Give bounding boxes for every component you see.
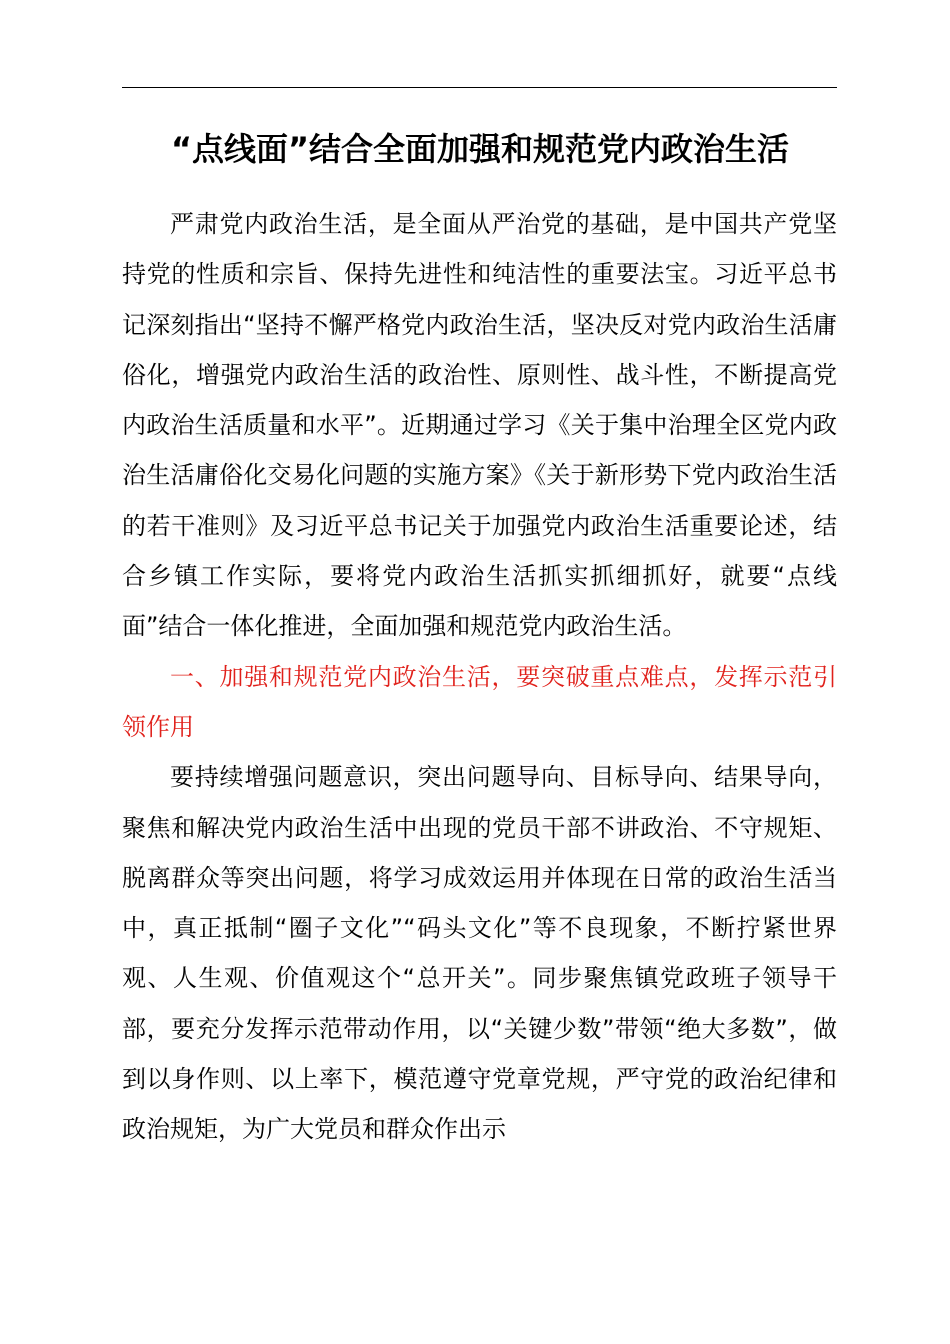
intro-paragraph: 严肃党内政治生活，是全面从严治党的基础，是中国共产党坚持党的性质和宗旨、保持先进性和纯洁性的重要法宝。习近平总书记深刻指出“坚持不懈严格党内政治生活，坚决反对党内政治生活庸俗化，增强党内政治生活的政治性、原则性、战斗性，不断提高党内政治生活质量和水平”。近期通过学习《关于集中治理全区党内政治生活庸俗化交易化问题的实施方案》《关于新形势下党内政治生活的若干准则》及习近平总书记关于加强党内政治生活重要论述，结合乡镇工作实际，要将党内政治生活抓实抓细抓好，就要“点线面”结合一体化推进，全面加强和规范党内政治生活。 [122,210,837,641]
document-title: “点线面”结合全面加强和规范党内政治生活 [170,130,790,168]
document-body [122,199,837,1155]
section-paragraph: 要持续增强问题意识，突出问题导向、目标导向、结果导向，聚焦和解决党内政治生活中出现的党员干部不讲政治、不守规矩、脱离群众等突出问题，将学习成效运用并体现在日常的政治生活当中，真正抵制“圈子文化”“码头文化”等不良现象，不断拧紧世界观、人生观、价值观这个“总开关”。同步聚焦镇党政班子领导干部，要充分发挥示范带动作用，以“关键少数”带领“绝大多数”，做到以身作则、以上率下，模范遵守党章党规，严守党的政治纪律和政治规矩，为广大党员和群众作出示 [122,763,837,1144]
header-rule [122,87,837,88]
section-heading: 一、加强和规范党内政治生活，要突破重点难点，发挥示范引领作用 [122,662,837,741]
